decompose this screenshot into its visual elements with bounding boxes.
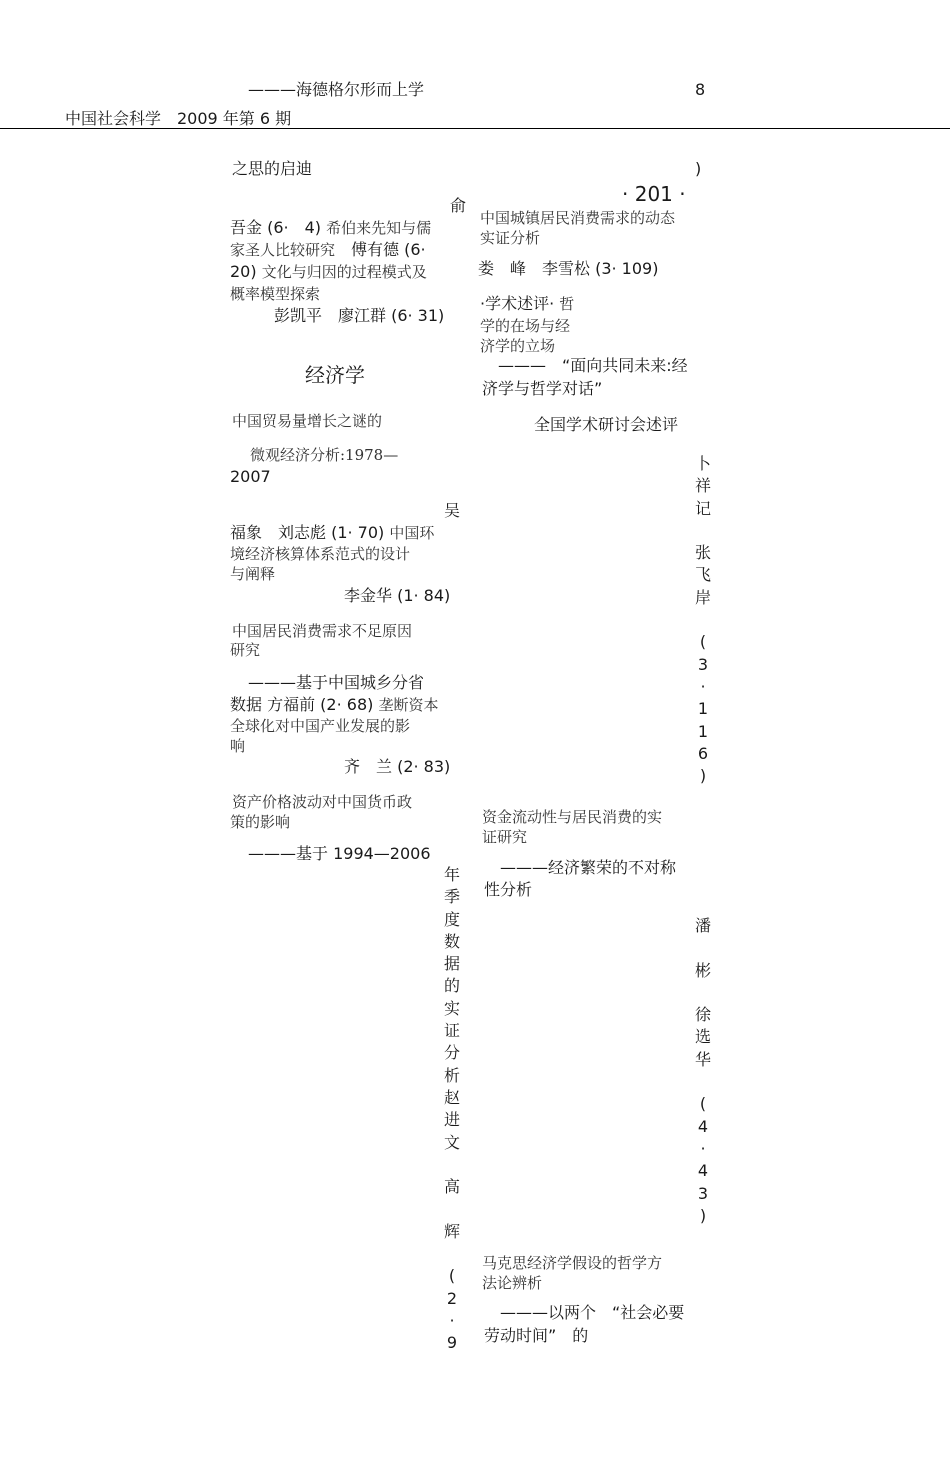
toc-author: 吾金 (6· 4) <box>230 218 322 237</box>
toc-article-title: 资金流动性与居民消费的实 <box>482 808 663 826</box>
vertical-char: 进 <box>443 1110 460 1130</box>
vertical-char: 4 <box>697 1116 709 1136</box>
vertical-char: 2 <box>446 1288 458 1308</box>
vertical-char <box>692 982 714 1004</box>
toc-line <box>230 262 427 282</box>
vertical-char: · <box>449 1310 455 1330</box>
vertical-char: 彬 <box>694 960 711 980</box>
toc-author: 娄 峰 李雪松 (3· 109) <box>478 259 659 278</box>
toc-article-title: 垄断资本 <box>378 696 439 714</box>
top-subtitle: ———海德格尔形而上学 <box>248 80 425 99</box>
toc-article-title: 学的在场与经 <box>480 317 571 335</box>
vertical-char: 卜 <box>694 454 711 473</box>
toc-article-title: 研究 <box>230 641 261 659</box>
toc-line: 之思的启迪 <box>232 159 313 178</box>
vertical-char: 记 <box>694 498 711 518</box>
vertical-char <box>692 609 714 631</box>
vertical-char: 3 <box>697 654 709 674</box>
toc-line <box>230 523 434 543</box>
toc-page-ref: 20) <box>230 262 257 281</box>
vertical-char: ) <box>699 766 707 786</box>
toc-author-fragment: 俞 <box>450 196 467 215</box>
toc-subtitle: ———基于 1994—2006 <box>248 844 431 863</box>
toc-subtitle: ———经济繁荣的不对称 <box>500 858 677 877</box>
toc-article-title: 响 <box>230 737 246 755</box>
toc-article-title: 希伯来先知与儒 <box>326 219 432 237</box>
vertical-char: 4 <box>697 1161 709 1181</box>
vertical-text-column <box>441 864 463 1355</box>
section-label-review: ·学术述评· <box>480 294 555 313</box>
toc-article-title: 中国城镇居民消费需求的动态 <box>480 209 676 227</box>
vertical-char: · <box>700 676 706 696</box>
vertical-char: 1 <box>697 721 709 741</box>
section-heading-economics: 经济学 <box>305 363 365 387</box>
toc-article-title: 马克思经济学假设的哲学方 <box>482 1254 663 1272</box>
vertical-char: ( <box>699 1094 707 1114</box>
vertical-char: 张 <box>694 543 711 563</box>
vertical-char: ) <box>699 1205 707 1225</box>
vertical-char: 文 <box>443 1132 460 1152</box>
toc-line: ) <box>695 159 702 178</box>
toc-author: 彭凯平 廖江群 (6· 31) <box>274 306 445 325</box>
toc-article-title: 中国居民消费需求不足原因 <box>232 622 413 640</box>
toc-line <box>230 218 431 238</box>
vertical-char: 3 <box>697 1183 709 1203</box>
vertical-char <box>692 1071 714 1093</box>
toc-article-title: 法论辨析 <box>482 1274 543 1292</box>
vertical-char: 1 <box>697 699 709 719</box>
vertical-char: 的 <box>443 976 460 996</box>
vertical-char <box>692 520 714 542</box>
vertical-char: 选 <box>694 1027 711 1047</box>
vertical-char: 证 <box>443 1021 460 1041</box>
toc-article-title: 实证分析 <box>480 229 541 247</box>
toc-article-title: 资产价格波动对中国货币政 <box>232 793 413 811</box>
vertical-char: 辉 <box>443 1221 460 1241</box>
vertical-char: 祥 <box>694 476 711 496</box>
vertical-char: 高 <box>443 1177 460 1197</box>
vertical-char: 6 <box>697 743 709 763</box>
vertical-char: 分 <box>443 1043 460 1063</box>
vertical-char: 数 <box>443 931 460 951</box>
vertical-char: 析 <box>443 1065 460 1085</box>
toc-line <box>480 294 574 314</box>
page-number-marker: · 201 · <box>622 182 686 206</box>
toc-article-title: 中国贸易量增长之谜的 <box>232 412 383 430</box>
toc-author: 福象 刘志彪 (1· 70) <box>230 523 385 542</box>
toc-article-title: 微观经济分析:1978— <box>250 446 399 464</box>
toc-subtitle: ———基于中国城乡分省 <box>248 673 425 692</box>
vertical-char: 潘 <box>694 916 711 935</box>
vertical-char: 飞 <box>694 565 711 585</box>
toc-article-title: 与阐释 <box>230 565 276 583</box>
toc-line <box>230 695 438 715</box>
toc-article-title: 全球化对中国产业发展的影 <box>230 717 411 735</box>
vertical-char <box>692 937 714 959</box>
toc-article-title: 中国环 <box>389 524 435 542</box>
toc-subtitle: 性分析 <box>484 880 533 899</box>
toc-subtitle: ———以两个 “社会必要 <box>500 1303 685 1322</box>
toc-author: 傅有德 (6· <box>351 240 426 259</box>
vertical-char <box>441 1154 463 1176</box>
toc-article-title: 哲 <box>559 295 575 313</box>
toc-author: 李金华 (1· 84) <box>344 586 451 605</box>
vertical-char: 9 <box>446 1333 458 1353</box>
toc-article-title: 策的影响 <box>230 813 291 831</box>
vertical-char: · <box>700 1138 706 1158</box>
vertical-char: 徐 <box>694 1005 711 1025</box>
toc-author: 齐 兰 (2· 83) <box>344 757 451 776</box>
toc-article-title: 概率模型探索 <box>230 285 321 303</box>
toc-subtitle: 济学与哲学对话” <box>482 379 603 398</box>
journal-header: 中国社会科学 2009 年第 6 期 <box>65 109 292 128</box>
header-rule <box>0 128 950 129</box>
vertical-char: 实 <box>443 998 460 1018</box>
vertical-char <box>441 1198 463 1220</box>
toc-article-title: 境经济核算体系范式的设计 <box>230 545 411 563</box>
vertical-text-column <box>692 453 714 787</box>
vertical-char: ( <box>699 632 707 652</box>
vertical-char: ( <box>448 1266 456 1286</box>
vertical-char: 据 <box>443 954 460 974</box>
vertical-char: 年 <box>443 865 460 884</box>
vertical-char: 赵 <box>443 1087 460 1107</box>
toc-author: 数据 方福前 (2· 68) <box>230 695 374 714</box>
toc-subtitle: 全国学术研讨会述评 <box>534 415 679 434</box>
toc-author-fragment: 吴 <box>444 501 461 520</box>
vertical-text-column <box>692 915 714 1227</box>
vertical-char: 岸 <box>694 587 711 607</box>
vertical-char: 华 <box>694 1049 711 1069</box>
top-page-number: 8 <box>695 80 706 99</box>
toc-line: 2007 <box>230 467 271 486</box>
toc-line <box>230 240 426 260</box>
vertical-char <box>441 1243 463 1265</box>
toc-subtitle: ——— “面向共同未来:经 <box>498 356 688 375</box>
toc-article-title: 文化与归因的过程模式及 <box>261 263 427 281</box>
vertical-char: 季 <box>443 887 460 907</box>
toc-article-title: 证研究 <box>482 828 528 846</box>
vertical-char: 度 <box>443 909 460 929</box>
toc-subtitle: 劳动时间” 的 <box>484 1326 589 1345</box>
toc-article-title: 济学的立场 <box>480 337 556 355</box>
toc-article-title: 家圣人比较研究 <box>230 241 336 259</box>
